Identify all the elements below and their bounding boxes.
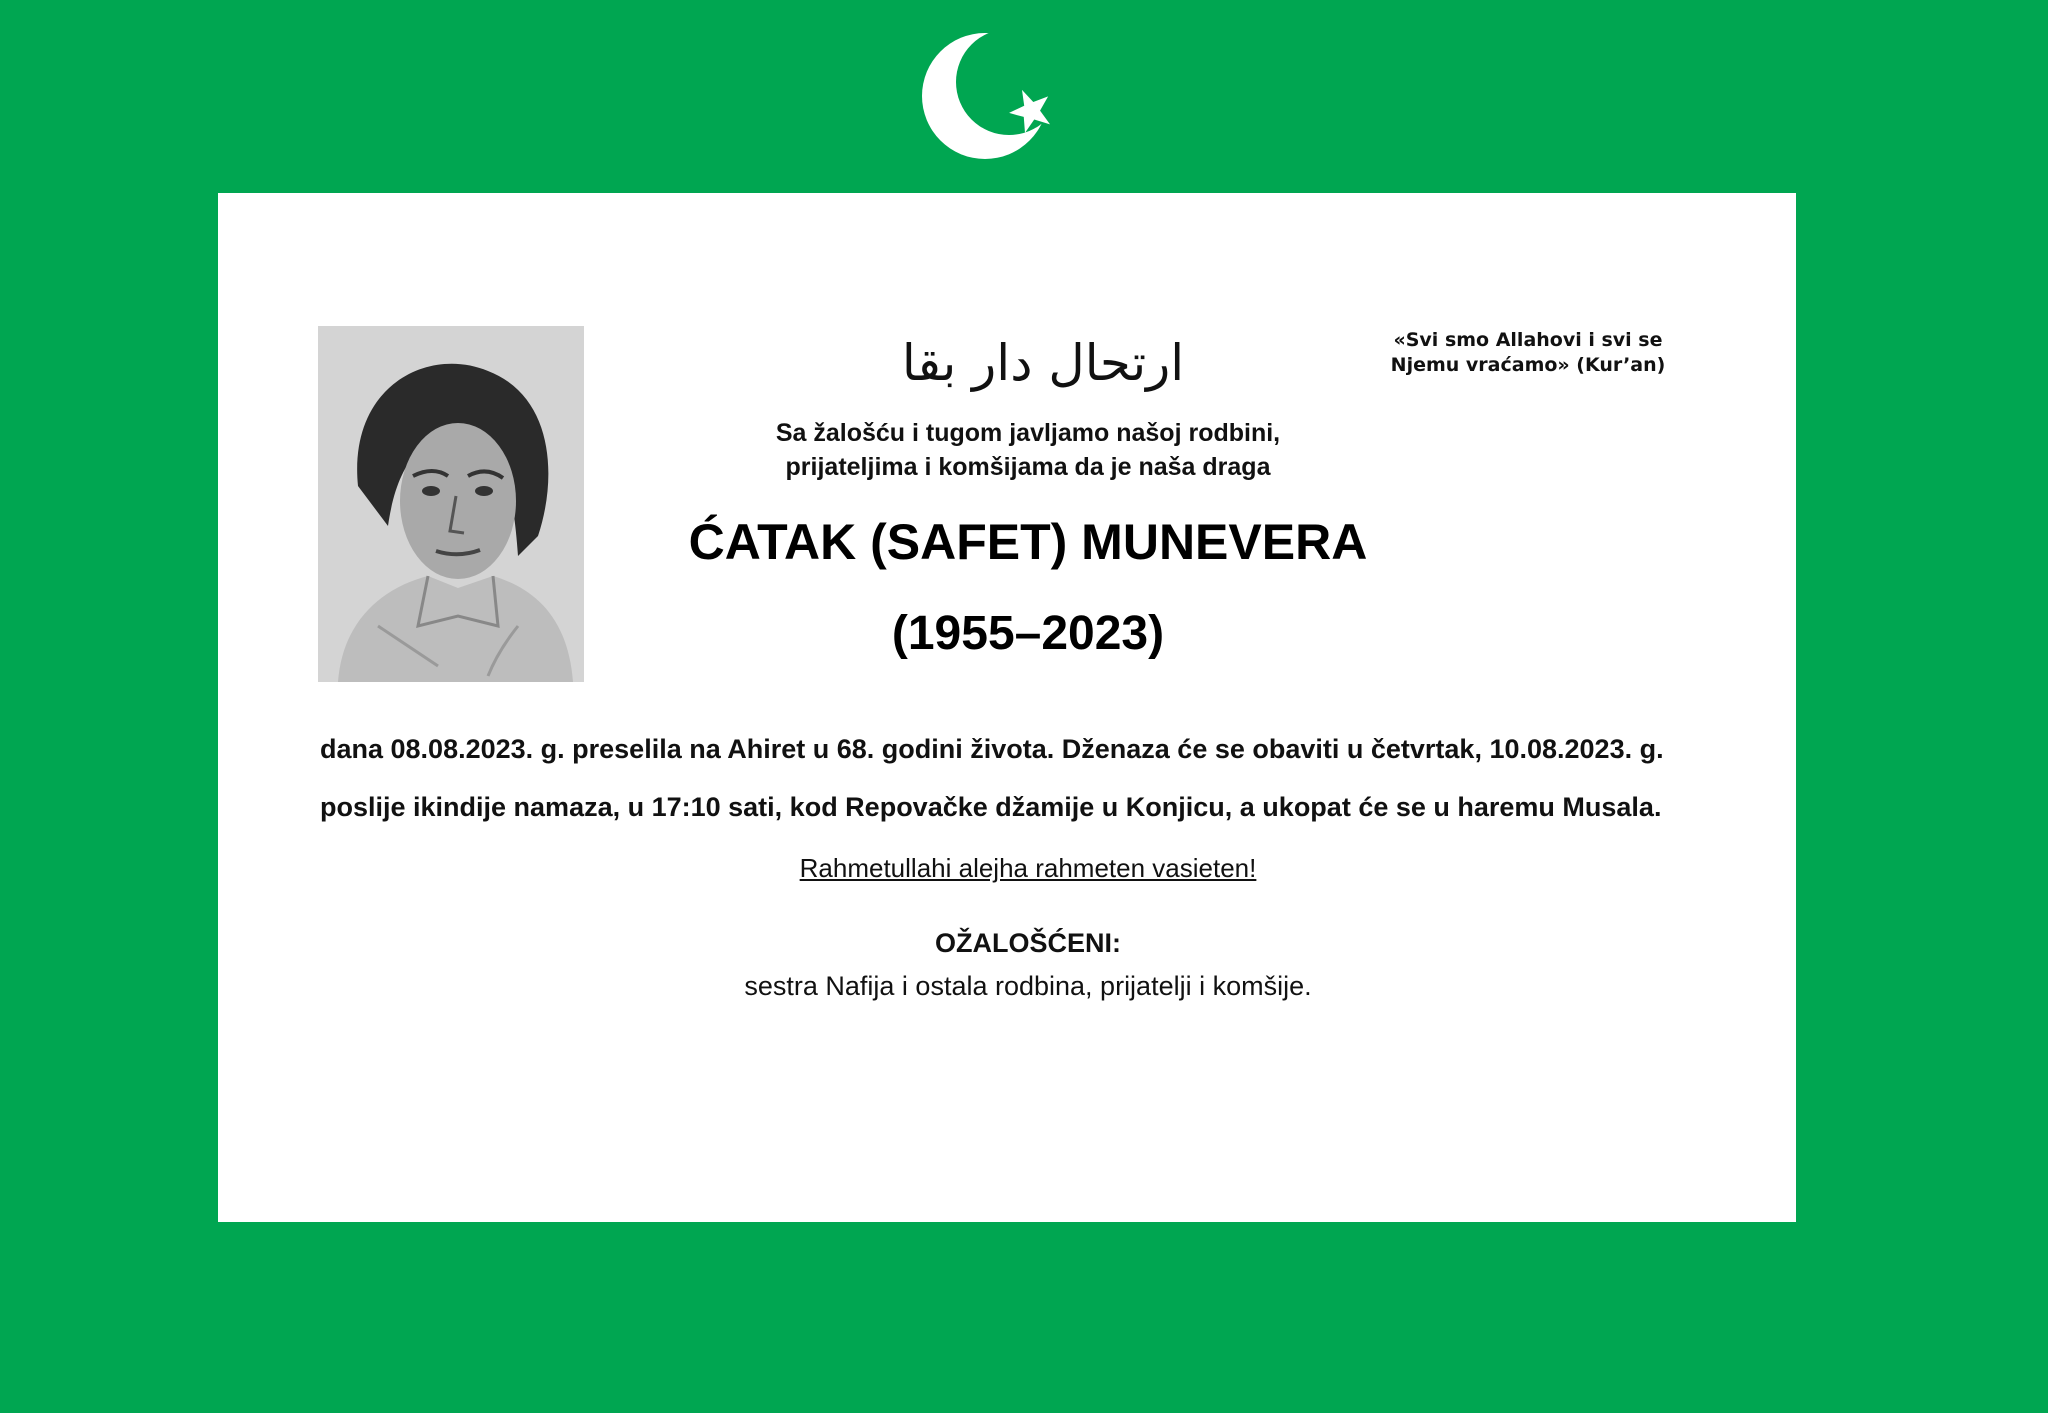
life-years: (1955–2023) <box>891 607 1165 660</box>
deceased-photo <box>318 326 584 682</box>
crescent-star-icon <box>915 26 1080 166</box>
mourners-list: sestra Nafija i ostala rodbina, prijatelji i komšije. <box>744 971 1312 1001</box>
intro-line-2: prijateljima i komšijama da je naša draga <box>785 453 1271 481</box>
blessing-text <box>658 848 1398 888</box>
mourners-heading: OŽALOŠĆENI: <box>935 928 1121 958</box>
blessing-line: Rahmetullahi alejha rahmeten vasieten! <box>799 853 1257 883</box>
quote-line-1: «Svi smo Allahovi i svi se <box>1393 329 1663 351</box>
announcement-line-1: dana 08.08.2023. g. preselila na Ahiret u 68. godini života. Dženaza će se obaviti u četvrtak, 10.08.2023. g. <box>320 734 1664 764</box>
intro-line-1: Sa žalošću i tugom javljamo našoj rodbini, <box>775 419 1281 447</box>
arabic-calligraphy-heading: ارتحال دار بقا <box>901 334 1185 392</box>
obituary-card <box>218 193 1796 1222</box>
quote-line-2: Njemu vraćamo» (Kur’an) <box>1390 354 1666 376</box>
announcement-text <box>320 720 1760 836</box>
quran-quote <box>1318 328 1738 378</box>
deceased-name: ĆATAK (SAFET) MUNEVERA <box>688 514 1368 570</box>
intro-text <box>658 416 1398 484</box>
announcement-line-2: poslije ikindije namaza, u 17:10 sati, kod Repovačke džamije u Konjicu, a ukopat će se u haremu Musala. <box>320 792 1662 822</box>
